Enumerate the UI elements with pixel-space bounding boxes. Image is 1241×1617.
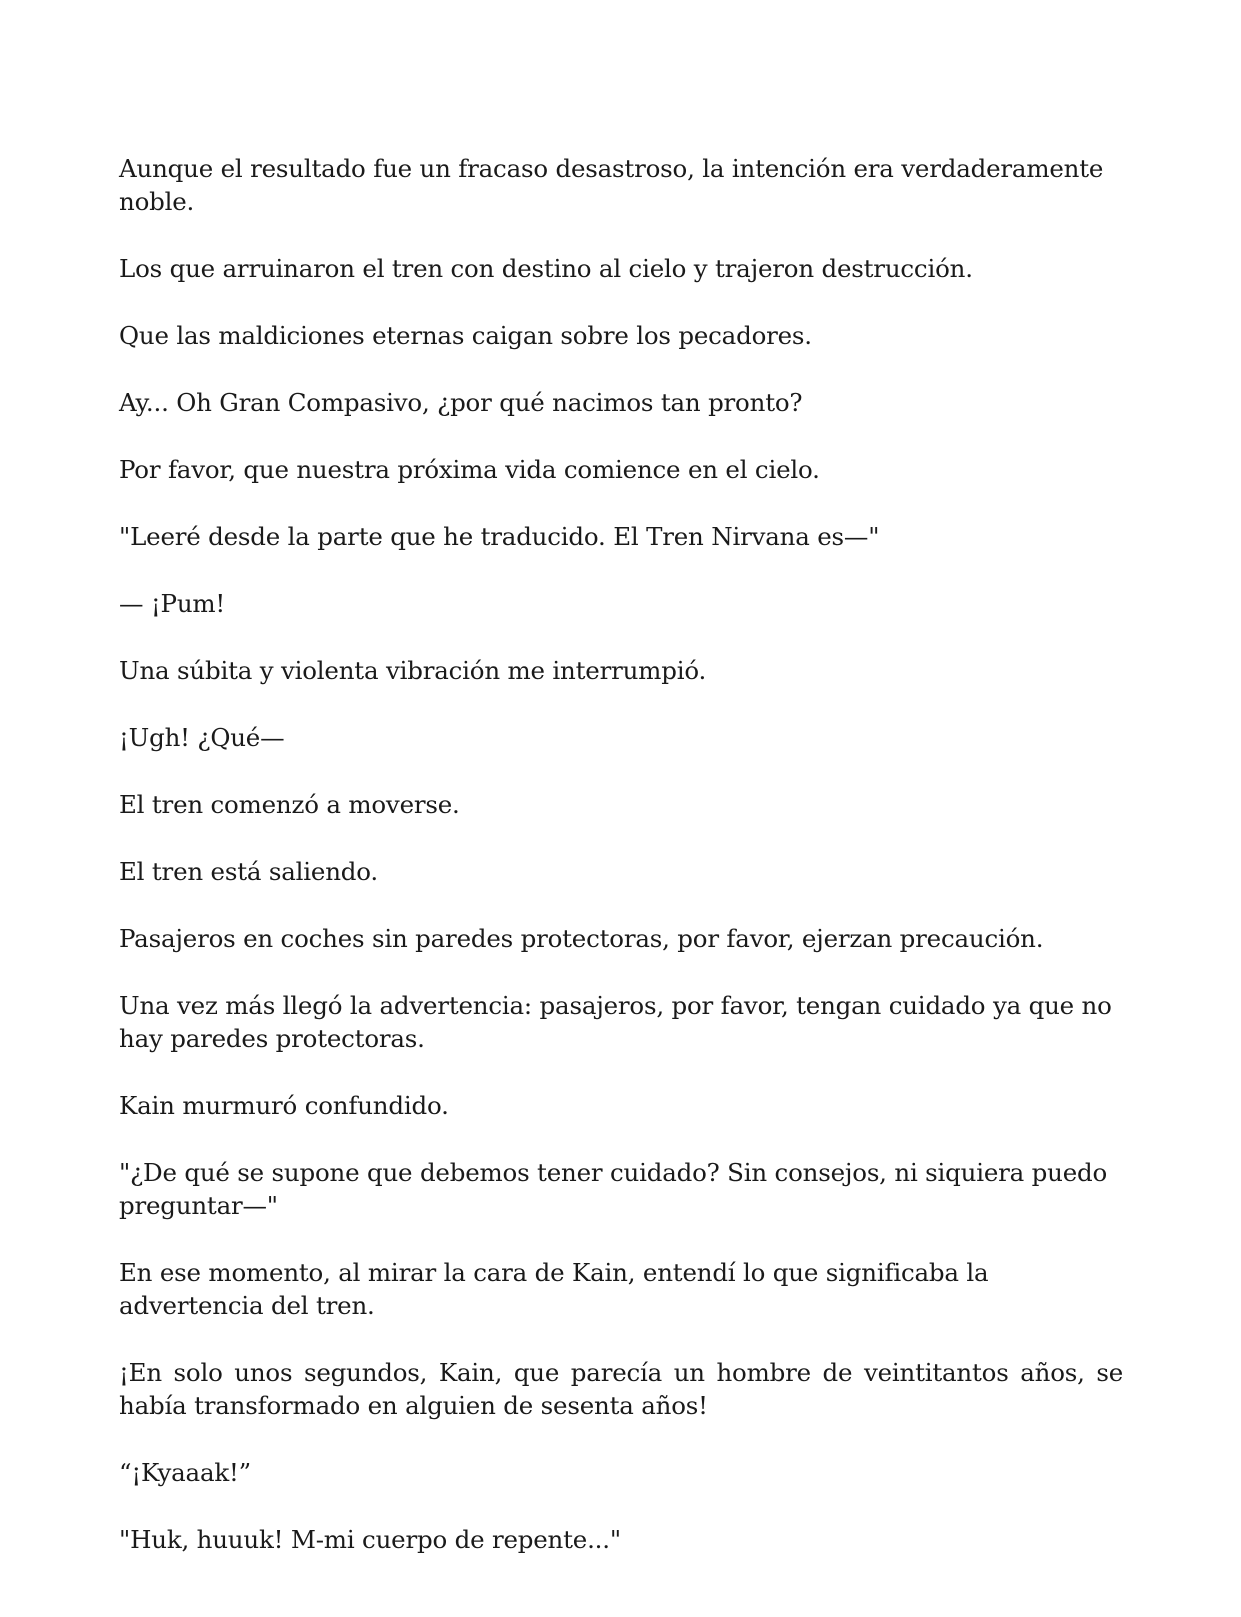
paragraph: Pasajeros en coches sin paredes protectoras, por favor, ejerzan precaución. <box>119 924 1044 953</box>
paragraph: Los que arruinaron el tren con destino al cielo y trajeron destrucción. <box>119 254 973 283</box>
paragraph: Aunque el resultado fue un fracaso desastroso, la intención era verdaderamente noble. <box>119 154 1104 216</box>
paragraph: Kain murmuró confundido. <box>119 1091 449 1120</box>
paragraph: El tren está saliendo. <box>119 857 378 886</box>
paragraph: Que las maldiciones eternas caigan sobre los pecadores. <box>119 321 812 350</box>
paragraph: Una vez más llegó la advertencia: pasajeros, por favor, tengan cuidado ya que no hay paredes protectoras. <box>119 991 1112 1053</box>
paragraph: En ese momento, al mirar la cara de Kain, entendí lo que significaba la advertencia del tren. <box>119 1258 989 1320</box>
paragraph: ¡En solo unos segundos, Kain, que parecía un hombre de veintitantos años, se había transformado en alguien de sesenta años! <box>119 1358 1123 1420</box>
paragraph: — ¡Pum! <box>119 589 226 618</box>
document-page <box>119 152 1123 1590</box>
paragraph: Una súbita y violenta vibración me interrumpió. <box>119 656 707 685</box>
paragraph: El tren comenzó a moverse. <box>119 790 460 819</box>
paragraph: “¡Kyaaak!” <box>119 1458 251 1487</box>
paragraph: "Huk, huuuk! M-mi cuerpo de repente..." <box>119 1525 621 1554</box>
paragraph: Por favor, que nuestra próxima vida comience en el cielo. <box>119 455 820 484</box>
paragraph: "¿De qué se supone que debemos tener cuidado? Sin consejos, ni siquiera puedo preguntar—" <box>119 1158 1108 1220</box>
paragraph: Ay... Oh Gran Compasivo, ¿por qué nacimos tan pronto? <box>119 388 803 417</box>
paragraph: ¡Ugh! ¿Qué— <box>119 723 285 752</box>
paragraph: "Leeré desde la parte que he traducido. El Tren Nirvana es—" <box>119 522 880 551</box>
